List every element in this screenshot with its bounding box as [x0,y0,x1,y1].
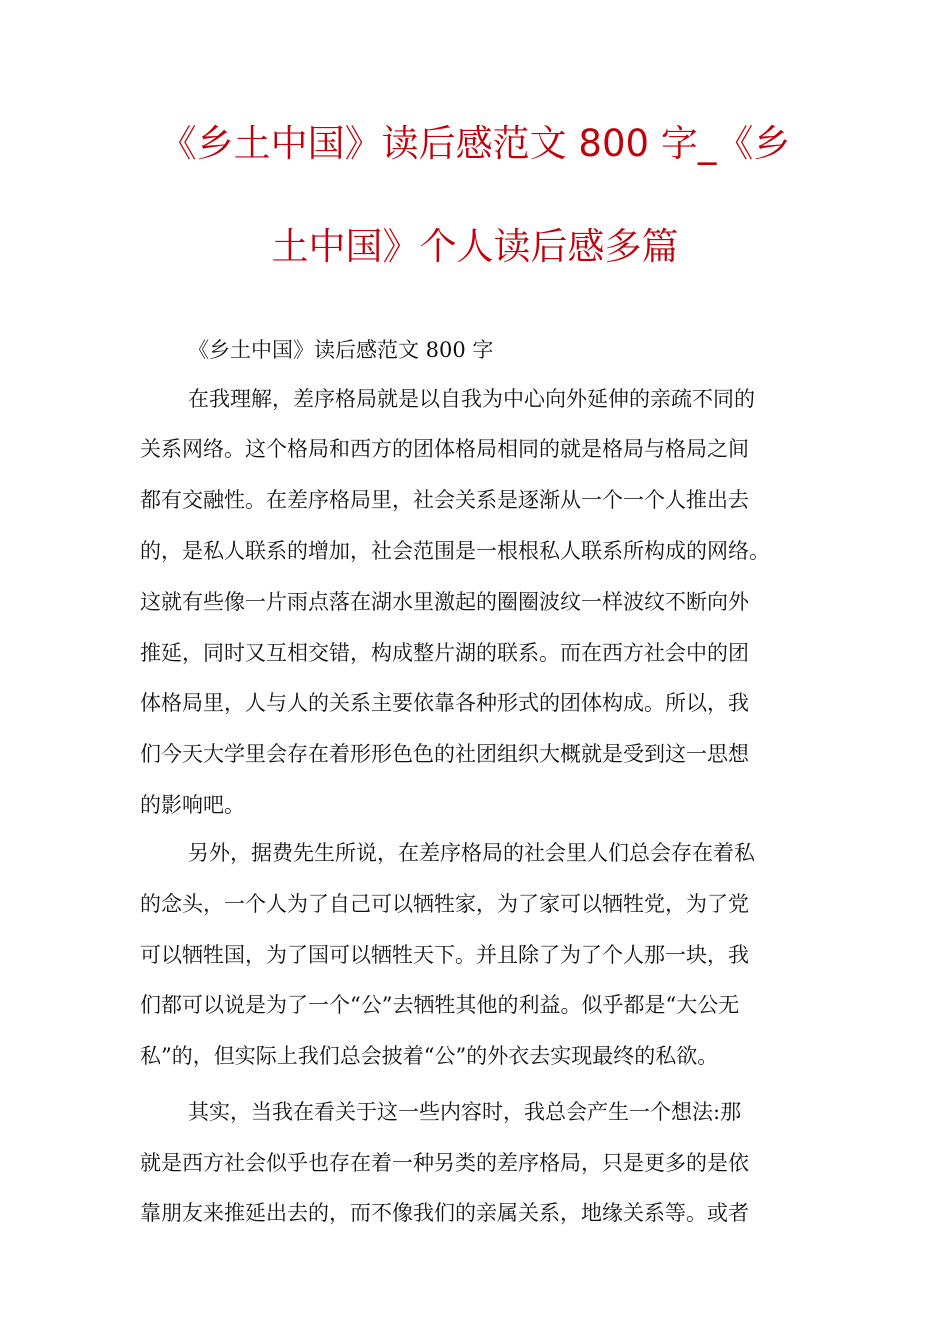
document-title-line-2: 土中国》个人读后感多篇 [271,225,679,268]
paragraph-line: 其实，当我在看关于这一些内容时，我总会产生一个想法:那 [188,1100,742,1124]
paragraph-line: 靠朋友来推延出去的，而不像我们的亲属关系，地缘关系等。或者 [140,1201,749,1225]
document-subtitle: 《乡土中国》读后感范文 800 字 [188,338,494,362]
paragraph-line: 们都可以说是为了一个“公”去牺牲其他的利益。似乎都是“大公无 [140,993,740,1017]
paragraph-line: 关系网络。这个格局和西方的团体格局相同的就是格局与格局之间 [140,437,749,461]
paragraph-line: 都有交融性。在差序格局里，社会关系是逐渐从一个一个人推出去 [140,488,749,512]
paragraph-line: 的影响吧。 [140,793,245,817]
paragraph-line: 的念头，一个人为了自己可以牺牲家，为了家可以牺牲党，为了党 [140,892,749,916]
paragraph-line: 可以牺牲国，为了国可以牺牲天下。并且除了为了个人那一块，我 [140,943,749,967]
paragraph-line: 另外，据费先生所说，在差序格局的社会里人们总会存在着私 [188,841,755,865]
document-title-line-1: 《乡土中国》读后感范文 800 字_《乡 [159,122,791,165]
paragraph-line: 这就有些像一片雨点落在湖水里激起的圈圈波纹一样波纹不断向外 [140,590,749,614]
paragraph-line: 体格局里，人与人的关系主要依靠各种形式的团体构成。所以，我 [140,691,749,715]
paragraph-line: 们今天大学里会存在着形形色色的社团组织大概就是受到这一思想 [140,742,749,766]
paragraph-line: 就是西方社会似乎也存在着一种另类的差序格局，只是更多的是依 [140,1151,749,1175]
paragraph-line: 私”的，但实际上我们总会披着“公”的外衣去实现最终的私欲。 [140,1044,719,1068]
paragraph-line: 的，是私人联系的增加，社会范围是一根根私人联系所构成的网络。 [140,539,770,563]
paragraph-line: 推延，同时又互相交错，构成整片湖的联系。而在西方社会中的团 [140,641,749,665]
paragraph-line: 在我理解，差序格局就是以自我为中心向外延伸的亲疏不同的 [188,387,755,411]
